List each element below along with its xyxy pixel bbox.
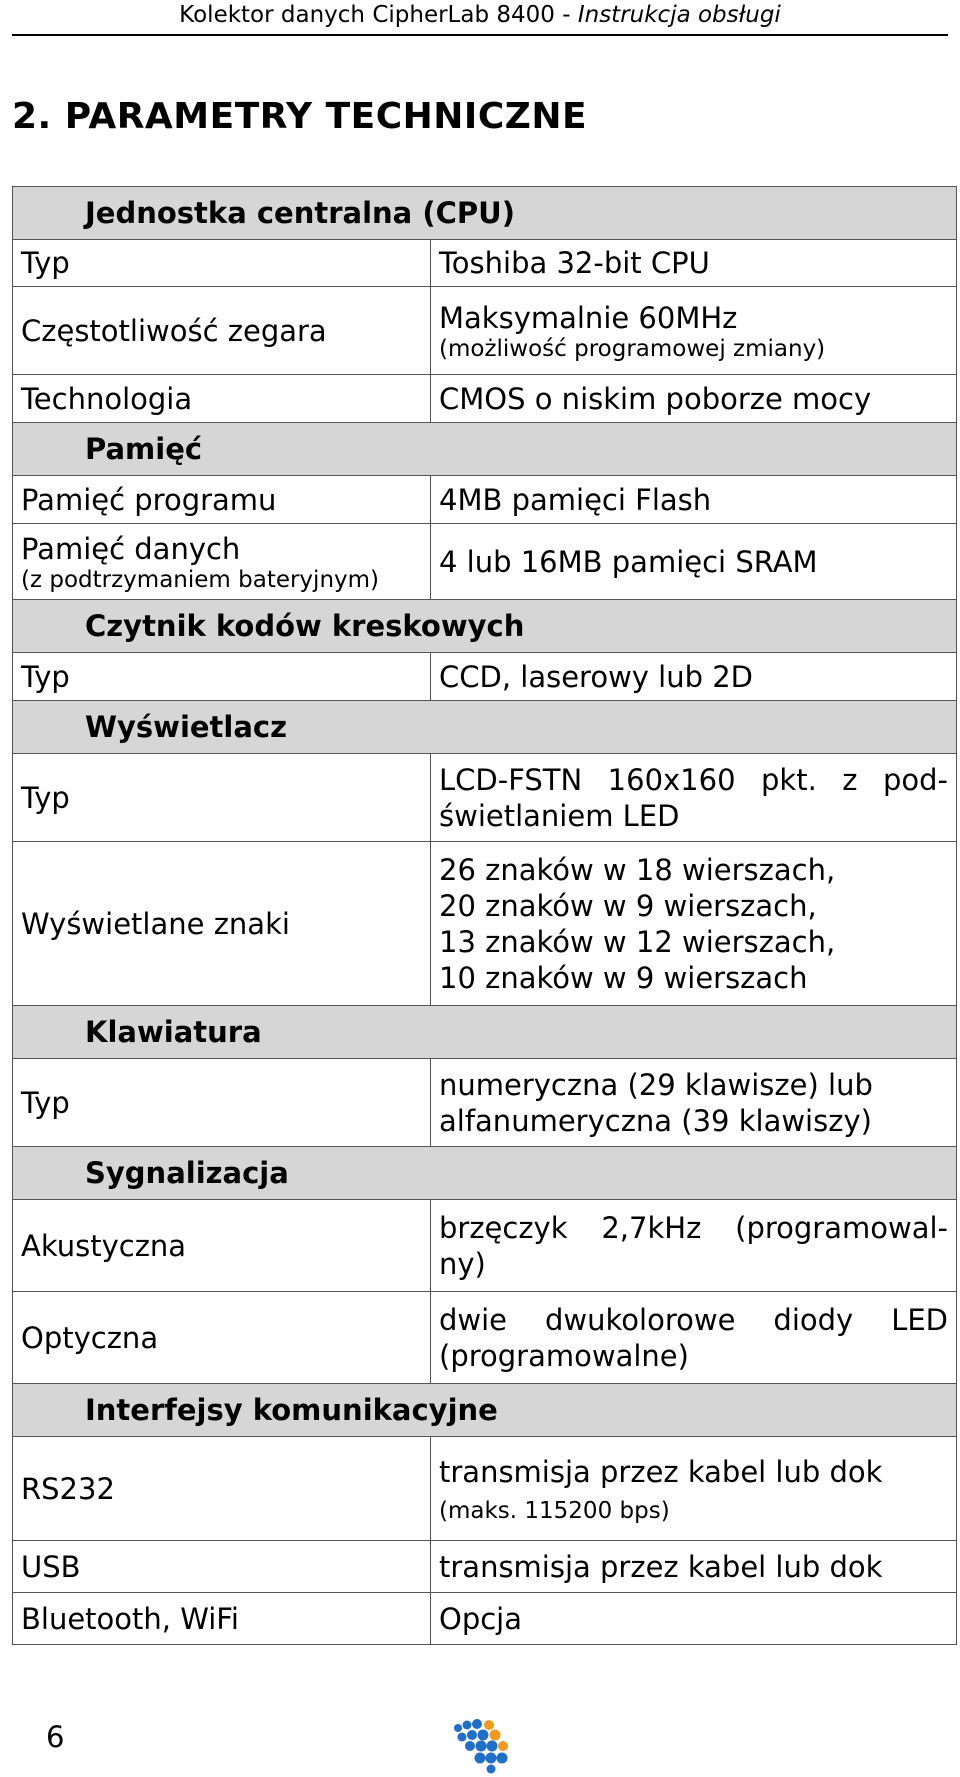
page-number: 6 (46, 1720, 65, 1754)
table-row (13, 842, 957, 1006)
section-title: Interfejsy komunikacyjne (13, 1384, 957, 1437)
table-row (13, 1059, 957, 1147)
row-label: RS232 (13, 1437, 431, 1541)
header-text-italic: Instrukcja obsługi (577, 2, 781, 28)
running-header (12, 0, 948, 36)
row-value: Opcja (431, 1593, 957, 1645)
row-value-cell (431, 1292, 957, 1384)
row-label: Akustyczna (13, 1200, 431, 1292)
table-row (13, 653, 957, 701)
section-header-scanner (13, 600, 957, 653)
row-value-line: alfanumeryczna (39 klawiszy) (439, 1103, 872, 1138)
row-value-note: (możliwość programowej zmiany) (439, 335, 826, 362)
header-text: Kolektor danych CipherLab 8400 - (179, 2, 578, 28)
section-header-interfaces (13, 1384, 957, 1437)
row-value-line: 26 znaków w 18 wierszach, (439, 852, 836, 887)
row-value: Toshiba 32-bit CPU (431, 240, 957, 287)
table-row (13, 524, 957, 600)
row-value-line: (programowalne) (439, 1338, 689, 1373)
row-value: transmisja przez kabel lub dok (439, 1454, 883, 1489)
row-label: Typ (13, 240, 431, 287)
row-value-line: świetlaniem LED (439, 798, 680, 833)
section-header-cpu (13, 187, 957, 240)
row-label: Pamięć programu (13, 476, 431, 524)
row-value-line: 10 znaków w 9 wierszach (439, 960, 808, 995)
table-row (13, 1292, 957, 1384)
section-title: Sygnalizacja (13, 1147, 957, 1200)
row-label: Częstotliwość zegara (13, 287, 431, 375)
row-value-line: LCD-FSTN 160x160 pkt. z pod- (439, 762, 949, 797)
section-title: Czytnik kodów kreskowych (13, 600, 957, 653)
section-title: Klawiatura (13, 1006, 957, 1059)
row-value-cell (431, 1437, 957, 1541)
section-header-signaling (13, 1147, 957, 1200)
row-value: CMOS o niskim poborze mocy (431, 375, 957, 423)
row-label: USB (13, 1541, 431, 1593)
row-label: Technologia (13, 375, 431, 423)
row-label-note: (z podtrzymaniem bateryjnym) (21, 566, 380, 593)
row-label: Typ (13, 1059, 431, 1147)
row-value: transmisja przez kabel lub dok (431, 1541, 957, 1593)
chapter-title: 2. PARAMETRY TECHNICZNE (12, 96, 588, 137)
table-row (13, 754, 957, 842)
row-value: 4 lub 16MB pamięci SRAM (431, 524, 957, 600)
row-value-line: dwie dwukolorowe diody LED (439, 1302, 949, 1337)
row-value: 4MB pamięci Flash (431, 476, 957, 524)
row-value-line: 13 znaków w 12 wierszach, (439, 924, 836, 959)
table-row (13, 1541, 957, 1593)
row-label: Bluetooth, WiFi (13, 1593, 431, 1645)
row-value-line: brzęczyk 2,7kHz (programowal- (439, 1210, 949, 1245)
row-value-cell (431, 842, 957, 1006)
row-label: Optyczna (13, 1292, 431, 1384)
table-row (13, 1437, 957, 1541)
row-label: Wyświetlane znaki (13, 842, 431, 1006)
table-row (13, 240, 957, 287)
section-title: Wyświetlacz (13, 701, 957, 754)
row-label: Pamięć danych (21, 531, 241, 566)
row-label: Typ (13, 754, 431, 842)
section-header-memory (13, 423, 957, 476)
row-label-cell (13, 524, 431, 600)
table-row (13, 1200, 957, 1292)
spec-table (12, 186, 957, 1645)
row-label: Typ (13, 653, 431, 701)
row-value-cell (431, 1059, 957, 1147)
section-header-keyboard (13, 1006, 957, 1059)
row-value-line: ny) (439, 1246, 486, 1281)
row-value-line: numeryczna (29 klawisze) lub (439, 1067, 873, 1102)
row-value-line: 20 znaków w 9 wierszach, (439, 888, 817, 923)
row-value-note: (maks. 115200 bps) (439, 1497, 670, 1524)
table-row (13, 1593, 957, 1645)
row-value-cell (431, 1200, 957, 1292)
row-value: CCD, laserowy lub 2D (431, 653, 957, 701)
row-value: Maksymalnie 60MHz (439, 300, 738, 335)
table-row (13, 287, 957, 375)
row-value-cell (431, 754, 957, 842)
cipherlab-dots-logo-icon (452, 1718, 520, 1774)
section-title: Pamięć (13, 423, 957, 476)
table-row (13, 476, 957, 524)
section-title: Jednostka centralna (CPU) (13, 187, 957, 240)
table-row (13, 375, 957, 423)
row-value-cell (431, 287, 957, 375)
section-header-display (13, 701, 957, 754)
